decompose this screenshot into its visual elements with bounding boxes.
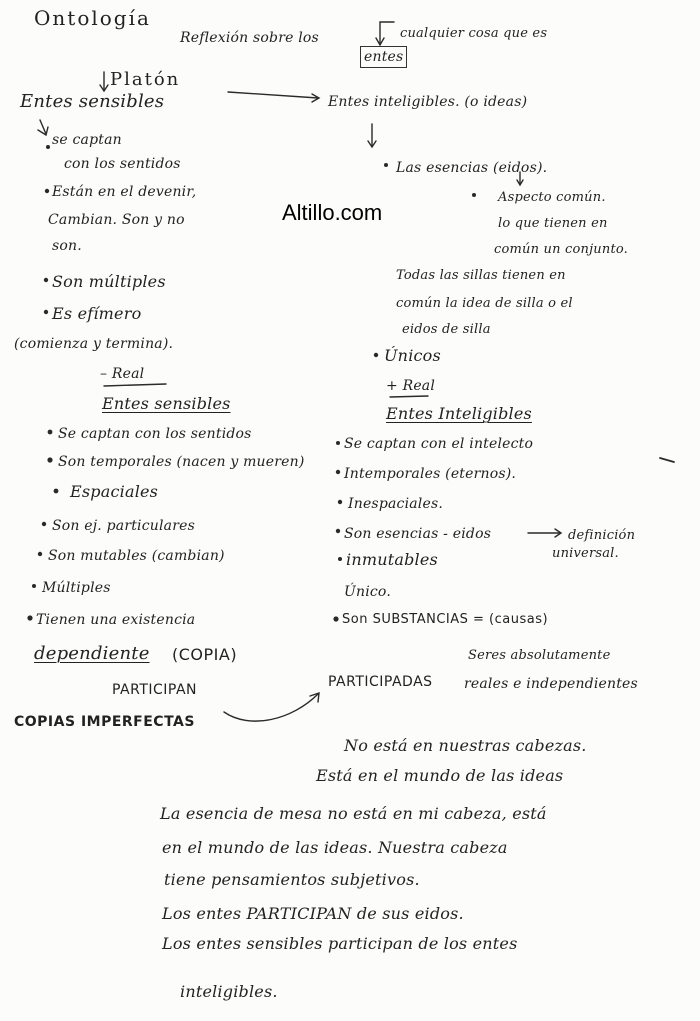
footer-line: tiene pensamientos subjetivos. (164, 870, 420, 889)
left-list-item: Se captan con los sentidos (58, 426, 252, 442)
plato-label: Platón (110, 69, 181, 90)
left-list-item: Son mutables (cambian) (48, 548, 225, 564)
left-bullet: Cambian. Son y no (48, 212, 185, 228)
footer-line: Los entes sensibles participan de los entes (162, 934, 518, 953)
down-arrow-icon (40, 120, 46, 134)
copias-imperfectas-label: COPIAS IMPERFECTAS (14, 714, 195, 730)
footer-line: en el mundo de las ideas. Nuestra cabeza (162, 838, 508, 857)
plus-real-label: + Real (386, 378, 436, 394)
minus-real-label: – Real (100, 366, 145, 382)
left-list-item: Múltiples (42, 580, 111, 596)
definicion-line: definición (568, 528, 636, 543)
aspecto-line: lo que tienen en (498, 216, 608, 231)
unicos-label: Únicos (384, 346, 441, 365)
dependiente-label: dependiente (34, 643, 150, 664)
esencias-label: Las esencias (eidos). (396, 160, 548, 176)
right-list-item: Único. (344, 584, 391, 600)
right-list-item: Son SUBSTANCIAS = (causas) (342, 612, 549, 627)
footer-line: La esencia de mesa no está en mi cabeza, está (160, 804, 547, 823)
seres-label: Seres absolutamente (468, 648, 611, 663)
copia-label: (COPIA) (172, 645, 238, 664)
header-boxed-word: entes (360, 46, 407, 68)
right-arrow-icon (228, 92, 318, 98)
left-list-item: Son temporales (nacen y mueren) (58, 454, 305, 470)
left-bullet: son. (52, 238, 82, 254)
left-bullet: Son múltiples (52, 272, 166, 291)
reales-label: reales e independientes (464, 676, 638, 692)
left-bullet: con los sentidos (64, 156, 181, 172)
left-heading: Entes sensibles (20, 91, 165, 112)
right-list-item: Intemporales (eternos). (344, 466, 517, 482)
left-list-item: Espaciales (70, 482, 159, 501)
participadas-label: PARTICIPADAS (328, 674, 433, 690)
right-list-item: Son esencias - eidos (344, 526, 492, 542)
right-list-item: inmutables (346, 550, 438, 569)
left-bullet: se captan (52, 132, 122, 148)
left-bullet: (comienza y termina). (14, 336, 174, 352)
aspecto-line: Aspecto común. (498, 190, 606, 205)
header-note: cualquier cosa que es (400, 26, 548, 41)
participan-label: PARTICIPAN (112, 682, 198, 698)
entes-sensibles-heading: Entes sensibles (102, 394, 231, 413)
sillas-line: común la idea de silla o el (396, 296, 573, 311)
right-list-item: Inespaciales. (348, 496, 443, 512)
left-list-item: Son ej. particulares (52, 518, 195, 534)
right-list-item: Se captan con el intelecto (344, 436, 534, 452)
left-bullet: Están en el devenir, (52, 184, 197, 200)
footer-line: No está en nuestras cabezas. (344, 736, 587, 755)
footer-line: Está en el mundo de las ideas (316, 766, 564, 785)
aspecto-line: común un conjunto. (494, 242, 628, 257)
right-heading: Entes inteligibles. (o ideas) (328, 94, 528, 110)
definicion-line: universal. (552, 546, 619, 561)
footer-line: inteligibles. (180, 982, 278, 1001)
sillas-line: eidos de silla (402, 322, 491, 337)
left-list-item: Tienen una existencia (36, 612, 196, 628)
sillas-line: Todas las sillas tienen en (396, 268, 566, 283)
watermark: Altillo.com (282, 200, 383, 225)
footer-line: Los entes PARTICIPAN de sus eidos. (162, 904, 464, 923)
header-subtitle: Reflexión sobre los (180, 30, 319, 46)
curved-arrow-icon (224, 694, 318, 721)
page-title: Ontología (34, 6, 151, 30)
note-arrow-icon (380, 22, 394, 44)
left-bullet: Es efímero (52, 304, 142, 323)
entes-inteligibles-heading: Entes Inteligibles (386, 404, 532, 423)
